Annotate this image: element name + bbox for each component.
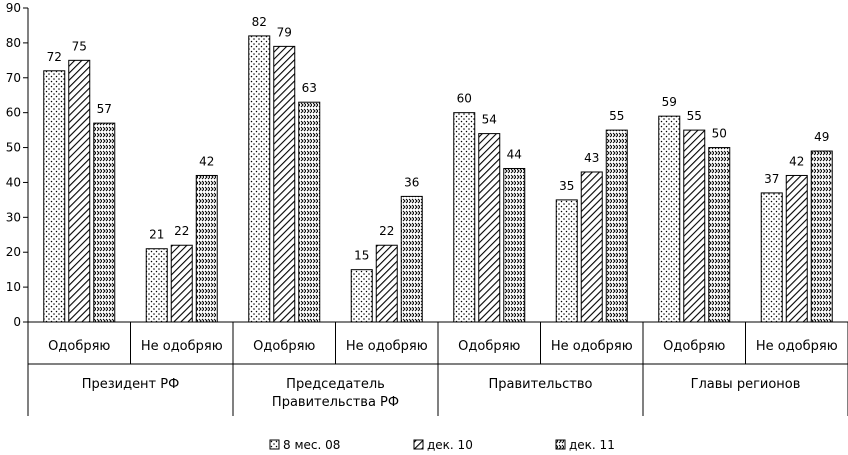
legend-label: 8 мес. 08	[283, 438, 341, 452]
data-label: 57	[96, 102, 112, 117]
data-label: 55	[686, 109, 702, 124]
x-category-label: Одобряю	[253, 339, 316, 354]
x-category-label: Одобряю	[663, 339, 726, 354]
data-label: 50	[711, 126, 727, 141]
x-group-label: Председатель	[286, 377, 385, 392]
data-label: 43	[584, 150, 600, 165]
x-category-label: Не одобряю	[140, 339, 223, 354]
bar-3	[196, 175, 217, 322]
bar-2	[171, 245, 192, 322]
data-label: 22	[174, 224, 190, 239]
bar-1	[44, 71, 65, 322]
bar-3	[94, 123, 115, 322]
data-label: 54	[481, 112, 497, 127]
data-label: 21	[149, 227, 165, 242]
x-group-label: Правительства РФ	[271, 395, 400, 410]
x-group-label: Правительство	[488, 377, 593, 392]
bar-2	[479, 134, 500, 322]
data-label: 49	[814, 130, 830, 145]
data-label: 15	[354, 248, 370, 263]
x-category-label: Одобряю	[48, 339, 111, 354]
y-tick-label: 10	[5, 280, 21, 295]
bar-1	[249, 36, 270, 322]
legend-label: дек. 11	[569, 438, 615, 452]
y-tick-label: 50	[5, 140, 21, 155]
bar-1	[351, 270, 372, 322]
x-category-label: Не одобряю	[345, 339, 428, 354]
bar-2	[581, 172, 602, 322]
legend-label: дек. 10	[427, 438, 473, 452]
data-label: 55	[609, 109, 625, 124]
y-tick-label: 80	[5, 35, 21, 50]
data-label: 60	[456, 91, 472, 106]
y-tick-label: 70	[5, 70, 21, 85]
data-label: 63	[301, 81, 317, 96]
x-category-label: Одобряю	[458, 339, 521, 354]
bar-2	[69, 60, 90, 322]
bar-3	[709, 148, 730, 322]
bar-1	[761, 193, 782, 322]
x-group-label: Президент РФ	[81, 377, 180, 392]
x-category-labels	[48, 339, 838, 410]
y-tick-label: 30	[5, 210, 21, 225]
y-tick-label: 40	[5, 175, 21, 190]
data-label: 37	[764, 171, 780, 186]
bar-2	[786, 175, 807, 322]
data-label: 59	[661, 95, 677, 110]
data-label: 42	[199, 154, 215, 169]
bar-3	[504, 168, 525, 322]
data-label: 42	[789, 154, 805, 169]
data-label: 82	[251, 14, 267, 29]
x-category-label: Не одобряю	[550, 339, 633, 354]
y-tick-label: 60	[5, 105, 21, 120]
legend-swatch	[556, 440, 565, 449]
bar-1	[454, 113, 475, 322]
bar-3	[811, 151, 832, 322]
bar-1	[659, 116, 680, 322]
data-label: 44	[506, 147, 522, 162]
x-category-label: Не одобряю	[755, 339, 838, 354]
y-tick-label: 90	[5, 1, 21, 15]
y-tick-label: 0	[13, 315, 21, 329]
bars	[44, 36, 833, 322]
bar-3	[299, 102, 320, 322]
bar-3	[401, 196, 422, 322]
legend-swatch	[414, 440, 423, 449]
bar-2	[274, 46, 295, 322]
data-label: 36	[404, 175, 420, 190]
y-tick-label: 20	[5, 245, 21, 260]
bar-1	[146, 249, 167, 322]
data-label: 72	[46, 49, 62, 64]
legend-swatch	[270, 440, 279, 449]
bar-1	[556, 200, 577, 322]
data-label: 79	[276, 25, 292, 40]
data-label: 75	[71, 39, 87, 54]
x-group-label: Главы регионов	[690, 377, 801, 392]
bar-2	[684, 130, 705, 322]
bar-3	[606, 130, 627, 322]
legend	[270, 438, 615, 452]
data-label: 22	[379, 224, 395, 239]
bar-2	[376, 245, 397, 322]
data-label: 35	[559, 178, 575, 193]
